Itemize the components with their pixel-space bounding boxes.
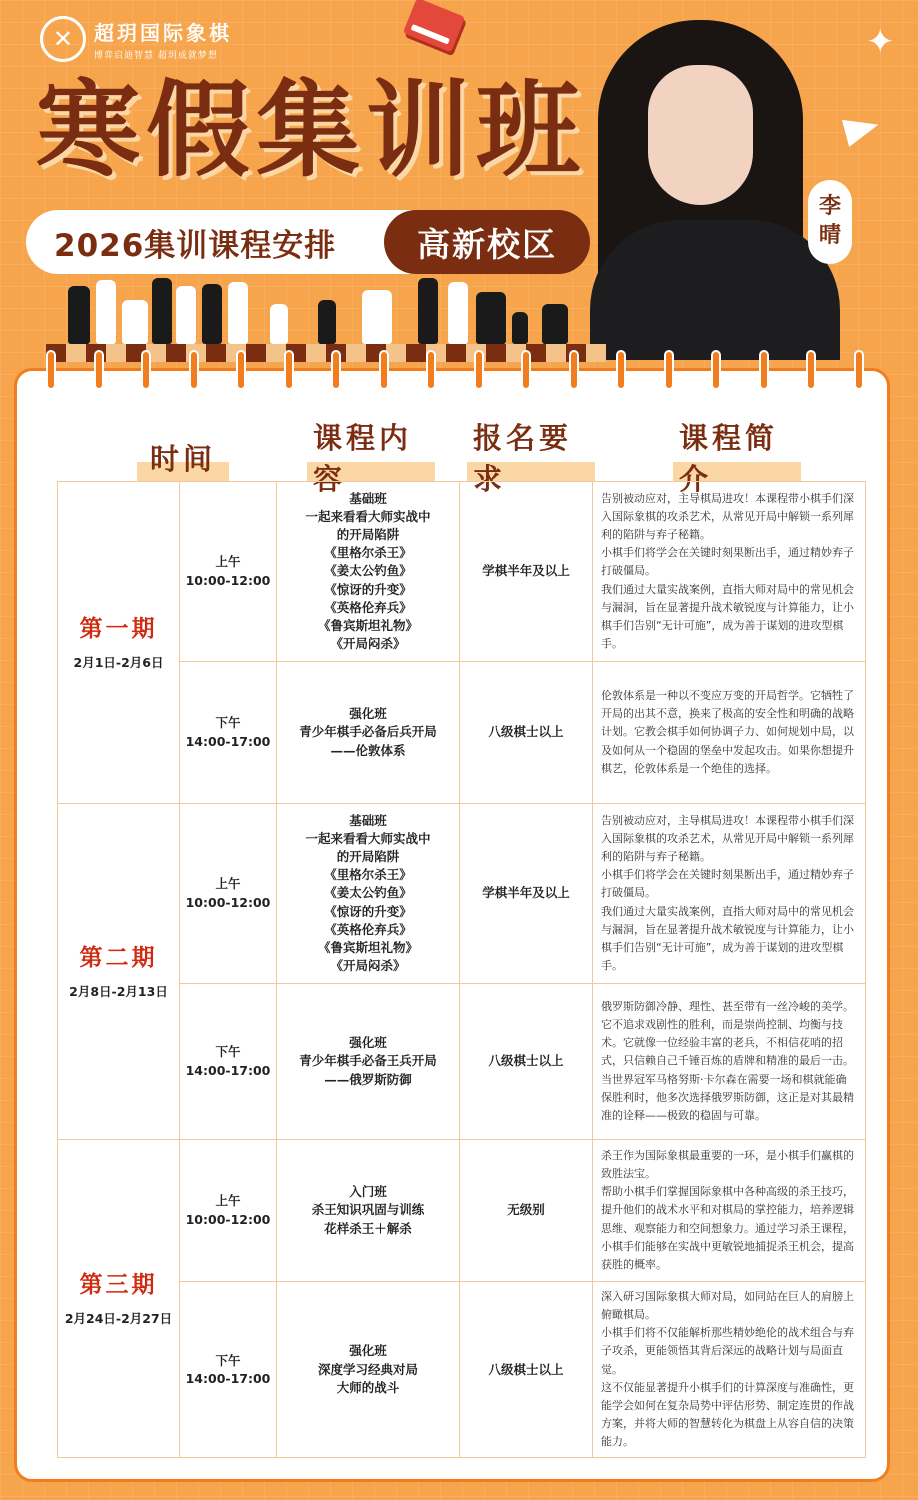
content-line: 一起来看看大师实战中 (305, 509, 431, 525)
subtitle: 2026集训课程安排 (54, 227, 337, 264)
binder-ring (284, 350, 294, 390)
time-range: 14:00-17:00 (185, 733, 271, 749)
content-line: 一起来看看大师实战中 (305, 831, 431, 847)
table-row (58, 984, 866, 1140)
content-line: 深度学习经典对局 (317, 1361, 418, 1377)
content-cell (277, 662, 460, 804)
period-dates: 2月1日-2月6日 (73, 655, 164, 671)
table-row (58, 1282, 866, 1458)
teacher-face (648, 65, 753, 205)
schedule-card (14, 368, 890, 1482)
period-cell (58, 804, 180, 1140)
time-label: 上午 (215, 1193, 241, 1209)
binder-ring (616, 350, 626, 390)
binder-ring (46, 350, 56, 390)
sparkle-icon: ✦ (866, 22, 895, 62)
brand-text (94, 17, 232, 61)
time-label: 下午 (215, 1352, 241, 1368)
content-line: 《姜太公钓鱼》 (324, 563, 412, 579)
paper-plane-icon (842, 111, 882, 147)
binder-ring (759, 350, 769, 390)
content-line: 《英格伦弃兵》 (324, 599, 412, 615)
content-cell (277, 984, 460, 1140)
pawn-icon (318, 300, 336, 344)
intro-cell (593, 1282, 866, 1458)
binder-ring (426, 350, 436, 390)
time-cell (180, 662, 277, 804)
intro-paragraph: 告别被动应对，主导棋局进攻！本课程带小棋手们深入国际象棋的攻杀艺术，从常见开局中解锁一系列犀利的陷阱与弃子秘籍。 (601, 491, 854, 542)
intro-paragraph: 帮助小棋手们掌握国际象棋中各种高级的杀王技巧，提升他们的战术水平和对棋局的掌控能力，培养逻辑思维、观察能力和空间想象力。通过学习杀王课程，小棋手们能够在实战中更敏锐地捕捉杀王机会，提高获胜的概率。 (601, 1185, 854, 1271)
binder-ring (521, 350, 531, 390)
time-range: 14:00-17:00 (185, 1370, 271, 1386)
content-line: 的开局陷阱 (336, 849, 400, 865)
binder-ring (711, 350, 721, 390)
queen-icon (202, 284, 222, 344)
period-cell (58, 1140, 180, 1458)
rook-icon (68, 286, 90, 344)
requirement-cell: 八级棋士以上 (460, 662, 593, 804)
content-line: 的开局陷阱 (336, 527, 400, 543)
intro-paragraph: 深入研习国际象棋大师对局，如同站在巨人的肩膀上俯瞰棋局。 (601, 1290, 854, 1322)
table-row (58, 662, 866, 804)
content-line: ——伦敦体系 (330, 742, 406, 758)
content-line: 入门班 (349, 1184, 387, 1200)
binder-ring (141, 350, 151, 390)
time-cell (180, 1282, 277, 1458)
content-line: 花样杀王＋解杀 (324, 1220, 412, 1236)
header-content: 课程内容 (307, 433, 435, 481)
rook-icon (228, 282, 248, 344)
intro-paragraph: 小棋手们将不仅能解析那些精妙绝伦的战术组合与弃子攻杀，更能领悟其背后深远的战略计划与局面直觉。 (601, 1326, 854, 1376)
table-row (58, 1140, 866, 1282)
intro-paragraph: 这不仅能显著提升小棋手们的计算深度与准确性，更能学会如何在复杂局势中评估形势、制定连贯的作战方案，并将大师的智慧转化为棋盘上从容自信的决策能力。 (601, 1380, 854, 1449)
binder-ring (189, 350, 199, 390)
binder-ring (474, 350, 484, 390)
teacher-photo (590, 20, 840, 360)
intro-paragraph: 我们通过大量实战案例，直指大师对局中的常见机会与漏洞，旨在显著提升战术敏锐度与计算能力，让小棋手们告别“无计可施”，成为善于谋划的进攻型棋手。 (601, 904, 854, 972)
time-cell (180, 804, 277, 984)
chess-logo-icon: ✕ (40, 16, 86, 62)
king-icon (96, 280, 116, 344)
brand-name: 超玥国际象棋 (94, 21, 232, 45)
header-requirement: 报名要求 (467, 433, 595, 481)
bishop-icon (176, 286, 196, 344)
content-line: 《惊讶的升变》 (324, 903, 412, 919)
intro-paragraph: 小棋手们将学会在关键时刻果断出手，通过精妙弃子打破僵局。 (601, 546, 854, 578)
intro-paragraph: 小棋手们将学会在关键时刻果断出手，通过精妙弃子打破僵局。 (601, 868, 854, 900)
content-line: 《惊讶的升变》 (324, 581, 412, 597)
content-line: 《开局闷杀》 (330, 635, 406, 651)
pawn-icon (512, 312, 528, 344)
king-icon (418, 278, 438, 344)
binder-ring (379, 350, 389, 390)
intro-cell (593, 1140, 866, 1282)
table-row (58, 482, 866, 662)
teacher-name (808, 180, 852, 264)
chess-pieces-illustration (56, 278, 616, 344)
teacher-name-char: 李 (818, 194, 841, 220)
content-line: 强化班 (349, 706, 387, 722)
period-name: 第三期 (79, 1271, 158, 1298)
teacher-name-char: 晴 (818, 223, 841, 248)
binder-ring (664, 350, 674, 390)
intro-paragraph: 俄罗斯防御冷静、理性、甚至带有一丝冷峻的美学。它不追求戏剧性的胜利，而是崇尚控制、均衡与技术。它就像一位经验丰富的老兵，不相信花哨的招式，只信赖自己千锤百炼的盾牌和精准的最后一击。当世界冠军马格努斯·卡尔森在需要一场和棋就能确保胜利时，他多次选择俄罗斯防御，这正是对其最精准的诠释——极致的稳固与可靠。 (601, 1000, 854, 1122)
knight-icon (542, 304, 568, 344)
content-line: 《鲁宾斯坦礼物》 (317, 939, 418, 955)
knight-icon (362, 290, 392, 344)
campus-badge: 高新校区 (384, 210, 590, 274)
time-label: 上午 (215, 554, 241, 570)
period-cell (58, 482, 180, 804)
period-dates: 2月8日-2月13日 (69, 984, 168, 1000)
content-line: 基础班 (349, 490, 387, 506)
time-range: 10:00-12:00 (185, 1211, 271, 1227)
intro-cell (593, 984, 866, 1140)
content-line: 《里格尔杀王》 (324, 545, 412, 561)
requirement-cell: 学棋半年及以上 (460, 804, 593, 984)
binder-rings (0, 350, 918, 390)
content-line: ——俄罗斯防御 (324, 1071, 412, 1087)
binder-ring (569, 350, 579, 390)
intro-paragraph: 我们通过大量实战案例，直指大师对局中的常见机会与漏洞，旨在显著提升战术敏锐度与计算能力，让小棋手们告别“无计可施”，成为善于谋划的进攻型棋手。 (601, 582, 854, 650)
requirement-cell: 学棋半年及以上 (460, 482, 593, 662)
time-range: 10:00-12:00 (185, 572, 271, 588)
content-line: 《鲁宾斯坦礼物》 (317, 617, 418, 633)
knight-icon (122, 300, 148, 344)
time-range: 14:00-17:00 (185, 1062, 271, 1078)
page-title: 寒假集训班 (36, 69, 587, 191)
content-line: 《里格尔杀王》 (324, 867, 412, 883)
period-name: 第一期 (79, 615, 158, 642)
time-label: 下午 (215, 1044, 241, 1060)
binder-ring (236, 350, 246, 390)
content-line: 基础班 (349, 812, 387, 828)
teacher-body (590, 220, 840, 360)
content-cell (277, 482, 460, 662)
requirement-cell: 八级棋士以上 (460, 1282, 593, 1458)
schedule-table (57, 481, 866, 1458)
period-dates: 2月24日-2月27日 (64, 1311, 173, 1327)
king-icon (152, 278, 172, 344)
bishop-icon (448, 282, 468, 344)
period-name: 第二期 (79, 944, 158, 971)
binder-ring (94, 350, 104, 390)
time-label: 上午 (215, 876, 241, 892)
content-line: 杀王知识巩固与训练 (311, 1202, 425, 1218)
content-line: 《英格伦弃兵》 (324, 921, 412, 937)
content-line: 大师的战斗 (336, 1379, 400, 1395)
binder-ring (331, 350, 341, 390)
time-label: 下午 (215, 715, 241, 731)
brand-logo (40, 16, 232, 62)
intro-cell (593, 804, 866, 984)
intro-paragraph: 告别被动应对，主导棋局进攻！本课程带小棋手们深入国际象棋的攻杀艺术，从常见开局中解锁一系列犀利的陷阱与弃子秘籍。 (601, 813, 854, 864)
knight-icon (476, 292, 506, 344)
requirement-cell: 无级别 (460, 1140, 593, 1282)
content-line: 《开局闷杀》 (330, 957, 406, 973)
content-line: 《姜太公钓鱼》 (324, 885, 412, 901)
binder-ring (854, 350, 864, 390)
requirement-cell: 八级棋士以上 (460, 984, 593, 1140)
intro-cell (593, 662, 866, 804)
pawn-icon (270, 304, 288, 344)
content-line: 强化班 (349, 1343, 387, 1359)
intro-cell (593, 482, 866, 662)
time-cell (180, 984, 277, 1140)
content-cell (277, 1282, 460, 1458)
brand-slogan: 博弈启迪智慧 超玥成就梦想 (94, 51, 218, 61)
content-cell (277, 804, 460, 984)
header-time: 时间 (137, 433, 229, 481)
header-intro: 课程简介 (673, 433, 801, 481)
time-cell (180, 1140, 277, 1282)
intro-paragraph: 杀王作为国际象棋最重要的一环，是小棋手们赢棋的致胜法宝。 (601, 1149, 854, 1181)
content-line: 青少年棋手必备后兵开局 (299, 724, 437, 740)
time-range: 10:00-12:00 (185, 894, 271, 910)
content-line: 青少年棋手必备王兵开局 (299, 1053, 437, 1069)
time-cell (180, 482, 277, 662)
content-line: 强化班 (349, 1035, 387, 1051)
content-cell (277, 1140, 460, 1282)
book-icon (403, 0, 465, 52)
binder-ring (806, 350, 816, 390)
intro-paragraph: 伦敦体系是一种以不变应万变的开局哲学。它牺牲了开局的出其不意，换来了极高的安全性和明确的战略计划。它教会棋手如何协调子力、如何规划中局，以及如何从一个稳固的堡垒中发起攻击。如果你想提升棋艺，伦敦体系是一个绝佳的选择。 (601, 689, 854, 775)
table-row (58, 804, 866, 984)
